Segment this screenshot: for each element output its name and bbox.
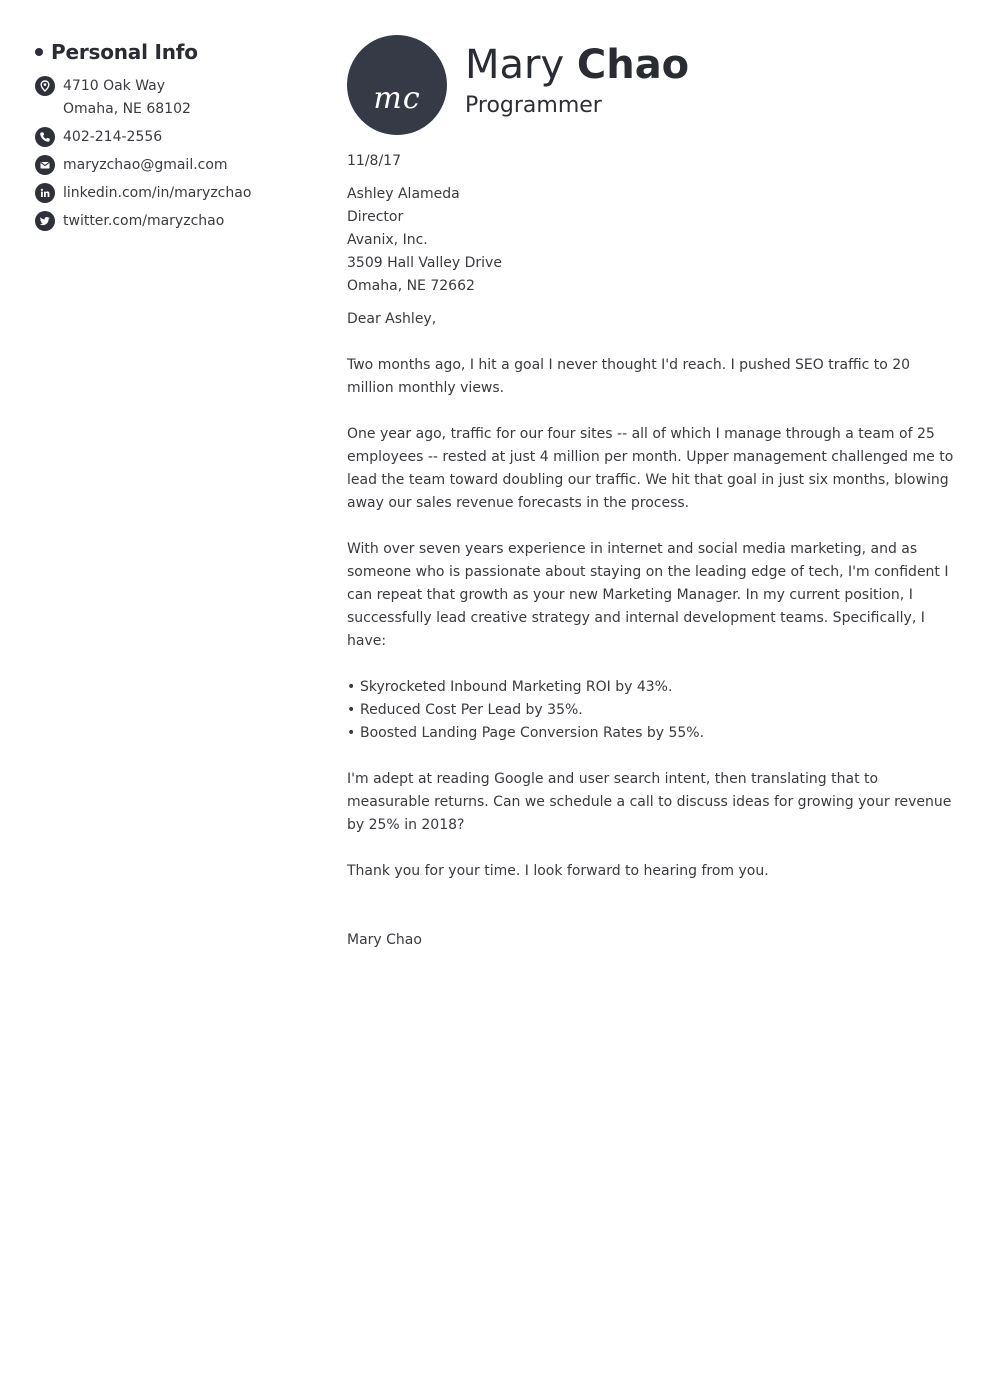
recipient-company: Avanix, Inc. xyxy=(347,232,428,248)
linkedin-link[interactable]: linkedin.com/in/maryzchao xyxy=(63,185,252,201)
email-link[interactable]: maryzchao@gmail.com xyxy=(63,157,228,173)
address-line-1: 4710 Oak Way xyxy=(63,78,166,94)
contact-list xyxy=(35,75,325,233)
paragraph-4: I'm adept at reading Google and user search intent, then translating that to measurable returns. Can we schedule a call to discuss ideas for growing your revenue by 25% in 2018? xyxy=(347,771,952,833)
location-pin-icon xyxy=(35,76,55,96)
achievement-list xyxy=(347,676,957,745)
section-title: Personal Info xyxy=(51,40,198,64)
paragraph-2: One year ago, traffic for our four sites -- all of which I manage through a team of 25 employees -- rested at just 4 million per month. Upper management challenged me to lead the team toward doubling our traffic. We hit that goal in just six months, blowing away our sales revenue forecasts in the process. xyxy=(347,426,954,511)
achievement-item: • Reduced Cost Per Lead by 35%. xyxy=(347,699,957,722)
recipient-title: Director xyxy=(347,209,404,225)
phone-icon xyxy=(35,127,55,147)
recipient-block xyxy=(347,183,957,298)
cover-letter-body xyxy=(347,150,957,952)
achievement-item: • Skyrocketed Inbound Marketing ROI by 43%. xyxy=(347,676,957,699)
salutation: Dear Ashley, xyxy=(347,311,437,327)
contact-phone xyxy=(35,126,325,149)
monogram-avatar xyxy=(347,35,447,135)
recipient-street: 3509 Hall Valley Drive xyxy=(347,255,502,271)
linkedin-icon xyxy=(35,183,55,203)
first-name: Mary xyxy=(465,42,565,88)
personal-info-heading xyxy=(35,38,325,66)
header-text xyxy=(465,41,689,120)
job-title: Programmer xyxy=(465,93,602,118)
paragraph-1: Two months ago, I hit a goal I never thought I'd reach. I pushed SEO traffic to 20 million monthly views. xyxy=(347,357,911,396)
sidebar xyxy=(35,38,325,238)
recipient-name: Ashley Alameda xyxy=(347,186,460,202)
twitter-icon xyxy=(35,211,55,231)
contact-linkedin xyxy=(35,182,325,205)
heading-bullet-icon xyxy=(35,48,43,56)
closing-line: Thank you for your time. I look forward to hearing from you. xyxy=(347,863,769,879)
resume-header xyxy=(347,35,689,135)
last-name: Chao xyxy=(576,42,690,88)
full-name xyxy=(465,41,689,89)
contact-twitter xyxy=(35,210,325,233)
recipient-city: Omaha, NE 72662 xyxy=(347,278,475,294)
achievement-item: • Boosted Landing Page Conversion Rates by 55%. xyxy=(347,722,957,745)
contact-address xyxy=(35,75,325,121)
twitter-link[interactable]: twitter.com/maryzchao xyxy=(63,213,225,229)
monogram-initials: mc xyxy=(373,81,421,116)
signature-name: Mary Chao xyxy=(347,932,422,948)
email-icon xyxy=(35,155,55,175)
address-line-2: Omaha, NE 68102 xyxy=(63,101,191,117)
letter-date: 11/8/17 xyxy=(347,153,401,169)
address-text xyxy=(63,75,191,121)
paragraph-3: With over seven years experience in internet and social media marketing, and as someone who is passionate about staying on the leading edge of tech, I'm confident I can repeat that growth as your new Marketing Manager. In my current position, I successfully lead creative strategy and internal development teams. Specifically, I have: xyxy=(347,541,949,649)
contact-email xyxy=(35,154,325,177)
phone-text[interactable]: 402-214-2556 xyxy=(63,129,163,145)
